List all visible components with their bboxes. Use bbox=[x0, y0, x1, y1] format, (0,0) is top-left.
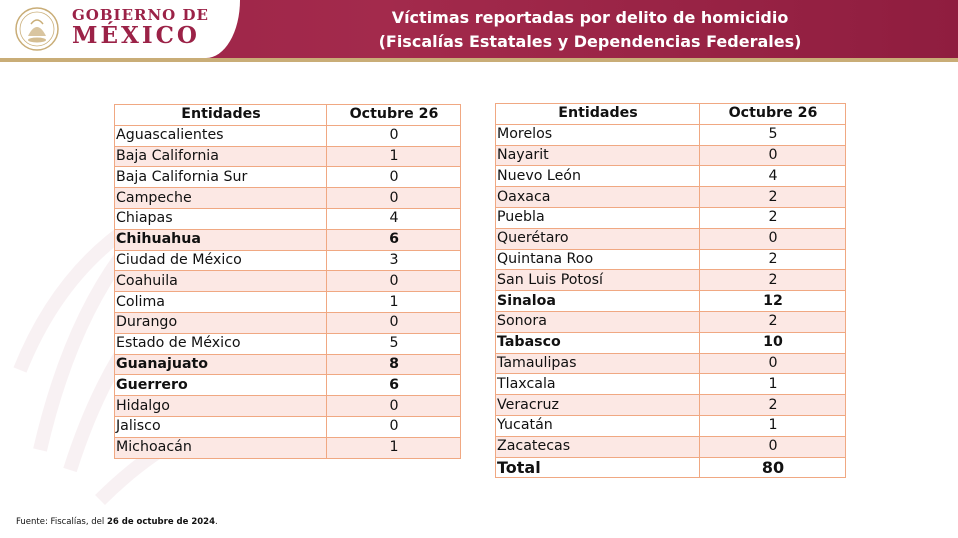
table-row bbox=[115, 146, 461, 167]
entity-cell: Coahuila bbox=[115, 271, 327, 292]
table-row bbox=[496, 228, 846, 249]
value-cell: 0 bbox=[327, 312, 461, 333]
table-row bbox=[115, 437, 461, 458]
title-line-1: Víctimas reportadas por delito de homicidio bbox=[391, 8, 789, 27]
column-header-entidades: Entidades bbox=[496, 104, 700, 125]
entity-cell: Baja California bbox=[115, 146, 327, 167]
source-suffix: . bbox=[215, 517, 218, 527]
value-cell: 0 bbox=[700, 353, 846, 374]
value-cell: 1 bbox=[327, 437, 461, 458]
value-cell: 6 bbox=[327, 229, 461, 250]
entity-cell: Sinaloa bbox=[496, 291, 700, 312]
table-row bbox=[496, 270, 846, 291]
entity-cell: Chihuahua bbox=[115, 229, 327, 250]
table-row bbox=[115, 271, 461, 292]
table-row bbox=[496, 187, 846, 208]
value-cell: 10 bbox=[700, 332, 846, 353]
table-row bbox=[496, 166, 846, 187]
total-label: Total bbox=[496, 457, 700, 478]
value-cell: 2 bbox=[700, 311, 846, 332]
national-seal-icon bbox=[10, 6, 64, 52]
table-row bbox=[496, 291, 846, 312]
source-note bbox=[16, 517, 218, 527]
source-date: 26 de octubre de 2024 bbox=[106, 517, 216, 527]
table-row bbox=[115, 333, 461, 354]
entity-cell: Durango bbox=[115, 312, 327, 333]
table-row bbox=[115, 250, 461, 271]
value-cell: 1 bbox=[327, 146, 461, 167]
entity-cell: Jalisco bbox=[115, 416, 327, 437]
table-row bbox=[115, 416, 461, 437]
entity-cell: Zacatecas bbox=[496, 436, 700, 457]
value-cell: 4 bbox=[700, 166, 846, 187]
value-cell: 0 bbox=[327, 396, 461, 417]
value-cell: 0 bbox=[327, 125, 461, 146]
value-cell: 0 bbox=[327, 271, 461, 292]
table-row bbox=[115, 354, 461, 375]
table-row bbox=[115, 188, 461, 209]
value-cell: 6 bbox=[327, 375, 461, 396]
value-cell: 2 bbox=[700, 395, 846, 416]
entity-cell: Yucatán bbox=[496, 415, 700, 436]
entity-cell: Aguascalientes bbox=[115, 125, 327, 146]
table-row bbox=[115, 312, 461, 333]
table-row bbox=[115, 375, 461, 396]
table-row bbox=[496, 395, 846, 416]
value-cell: 1 bbox=[327, 292, 461, 313]
table-row bbox=[115, 167, 461, 188]
value-cell: 0 bbox=[700, 436, 846, 457]
entity-cell: Hidalgo bbox=[115, 396, 327, 417]
header-banner bbox=[0, 0, 958, 58]
title-line-2: (Fiscalías Estatales y Dependencias Federales) bbox=[378, 32, 802, 51]
column-header-octubre: Octubre 26 bbox=[327, 105, 461, 126]
entity-cell: Ciudad de México bbox=[115, 250, 327, 271]
value-cell: 0 bbox=[700, 228, 846, 249]
value-cell: 2 bbox=[700, 249, 846, 270]
table-row bbox=[496, 207, 846, 228]
total-row bbox=[496, 457, 846, 478]
right-table bbox=[495, 103, 846, 478]
entity-cell: Baja California Sur bbox=[115, 167, 327, 188]
logo-line-1: GOBIERNO DE bbox=[72, 6, 209, 24]
column-header-entidades: Entidades bbox=[115, 105, 327, 126]
table-row bbox=[496, 249, 846, 270]
entity-cell: Nuevo León bbox=[496, 166, 700, 187]
entity-cell: Veracruz bbox=[496, 395, 700, 416]
entity-cell: Querétaro bbox=[496, 228, 700, 249]
column-header-octubre: Octubre 26 bbox=[700, 104, 846, 125]
value-cell: 1 bbox=[700, 415, 846, 436]
value-cell: 8 bbox=[327, 354, 461, 375]
entity-cell: San Luis Potosí bbox=[496, 270, 700, 291]
page-title bbox=[300, 6, 880, 54]
entity-cell: Puebla bbox=[496, 207, 700, 228]
entity-cell: Campeche bbox=[115, 188, 327, 209]
value-cell: 5 bbox=[327, 333, 461, 354]
value-cell: 1 bbox=[700, 374, 846, 395]
table-row bbox=[496, 124, 846, 145]
table-row bbox=[115, 292, 461, 313]
value-cell: 12 bbox=[700, 291, 846, 312]
value-cell: 0 bbox=[327, 167, 461, 188]
value-cell: 0 bbox=[327, 188, 461, 209]
value-cell: 0 bbox=[327, 416, 461, 437]
table-row bbox=[115, 125, 461, 146]
entity-cell: Chiapas bbox=[115, 208, 327, 229]
table-row bbox=[115, 229, 461, 250]
entity-cell: Estado de México bbox=[115, 333, 327, 354]
table-row bbox=[496, 436, 846, 457]
value-cell: 0 bbox=[700, 145, 846, 166]
entity-cell: Tabasco bbox=[496, 332, 700, 353]
logo-line-2: MÉXICO bbox=[72, 22, 200, 49]
entity-cell: Quintana Roo bbox=[496, 249, 700, 270]
entity-cell: Tlaxcala bbox=[496, 374, 700, 395]
value-cell: 2 bbox=[700, 270, 846, 291]
total-value: 80 bbox=[700, 457, 846, 478]
header-divider bbox=[0, 58, 958, 62]
entity-cell: Nayarit bbox=[496, 145, 700, 166]
entity-cell: Tamaulipas bbox=[496, 353, 700, 374]
entity-cell: Oaxaca bbox=[496, 187, 700, 208]
left-table bbox=[114, 104, 461, 459]
entity-cell: Morelos bbox=[496, 124, 700, 145]
table-row bbox=[115, 208, 461, 229]
entity-cell: Sonora bbox=[496, 311, 700, 332]
entity-cell: Michoacán bbox=[115, 437, 327, 458]
value-cell: 2 bbox=[700, 187, 846, 208]
table-row bbox=[496, 332, 846, 353]
entity-cell: Guanajuato bbox=[115, 354, 327, 375]
value-cell: 2 bbox=[700, 207, 846, 228]
table-row bbox=[115, 396, 461, 417]
table-row bbox=[496, 353, 846, 374]
entity-cell: Colima bbox=[115, 292, 327, 313]
value-cell: 3 bbox=[327, 250, 461, 271]
table-row bbox=[496, 145, 846, 166]
value-cell: 5 bbox=[700, 124, 846, 145]
table-row bbox=[496, 311, 846, 332]
value-cell: 4 bbox=[327, 208, 461, 229]
source-prefix: Fuente: Fiscalías, del bbox=[16, 517, 107, 527]
government-logo bbox=[0, 0, 240, 58]
table-row bbox=[496, 415, 846, 436]
entity-cell: Guerrero bbox=[115, 375, 327, 396]
table-row bbox=[496, 374, 846, 395]
